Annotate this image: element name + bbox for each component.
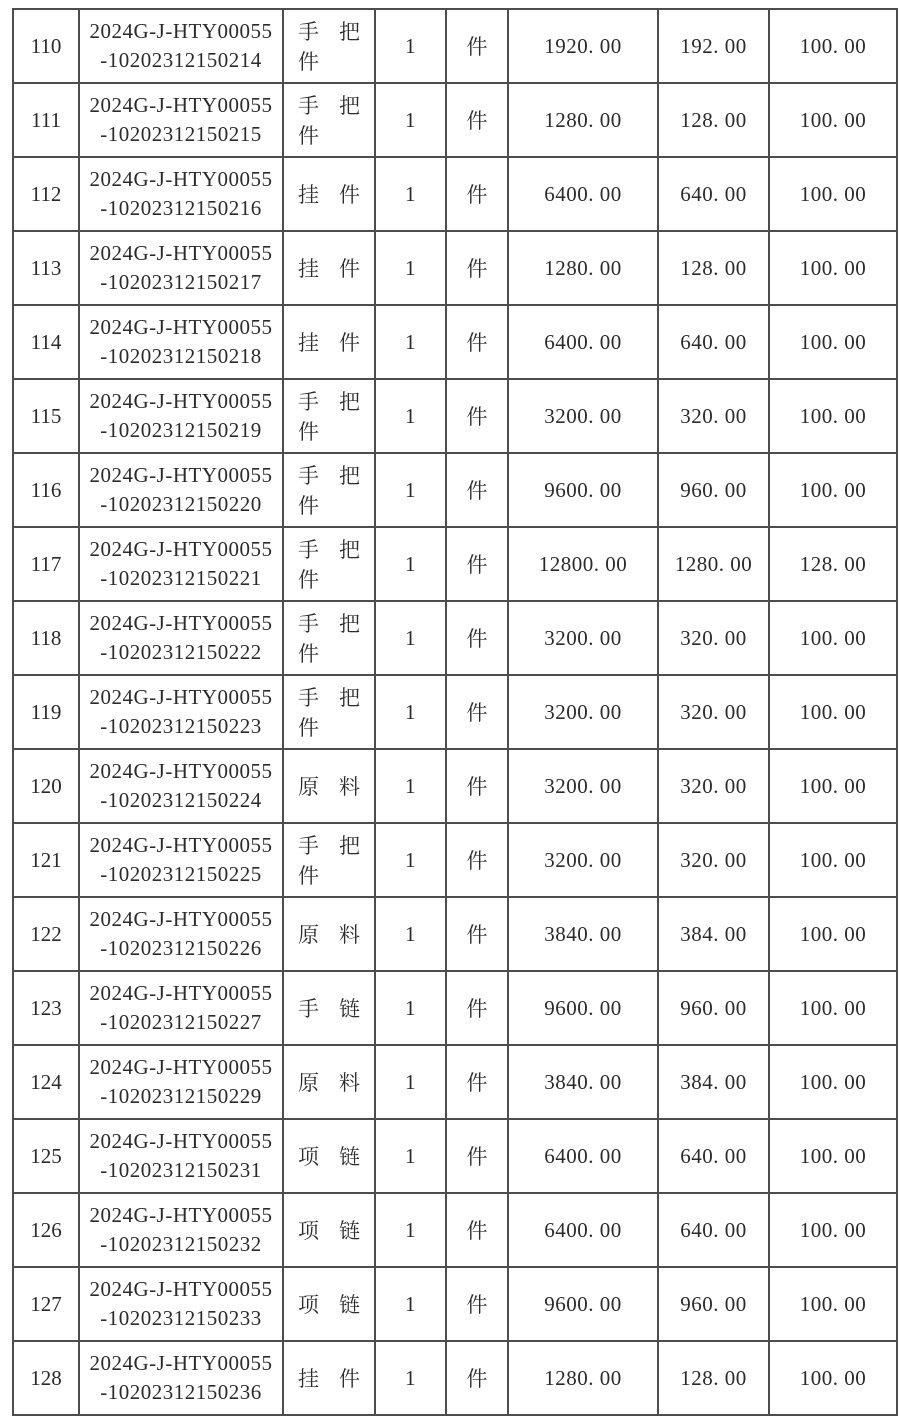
cell-index: 127	[13, 1267, 79, 1341]
lot-code-line1: 2024G-J-HTY00055	[89, 1129, 273, 1153]
cell-value1: 1920. 00	[508, 9, 658, 83]
table-row	[13, 231, 897, 305]
category-text: 手把件	[298, 390, 360, 444]
cell-index: 115	[13, 379, 79, 453]
cell-value2: 960. 00	[658, 453, 769, 527]
lot-code-line2: -10202312150223	[100, 714, 262, 738]
cell-lot-code	[79, 1193, 283, 1267]
category-text: 手链	[298, 997, 360, 1021]
cell-index: 114	[13, 305, 79, 379]
table-row	[13, 527, 897, 601]
lot-code-line2: -10202312150233	[100, 1306, 262, 1330]
table-row	[13, 1267, 897, 1341]
cell-value1: 1280. 00	[508, 1341, 658, 1415]
cell-index: 123	[13, 971, 79, 1045]
cell-quantity: 1	[375, 749, 446, 823]
cell-category	[283, 527, 375, 601]
lot-code-line1: 2024G-J-HTY00055	[89, 19, 273, 43]
cell-value2: 640. 00	[658, 305, 769, 379]
cell-value1: 3200. 00	[508, 749, 658, 823]
cell-index: 110	[13, 9, 79, 83]
cell-lot-code	[79, 749, 283, 823]
cell-quantity: 1	[375, 1045, 446, 1119]
cell-value1: 3840. 00	[508, 897, 658, 971]
cell-category	[283, 379, 375, 453]
category-text: 挂件	[298, 257, 360, 281]
category-text: 原料	[298, 1071, 360, 1095]
cell-unit: 件	[446, 305, 508, 379]
cell-value3: 100. 00	[769, 231, 897, 305]
cell-category	[283, 305, 375, 379]
cell-lot-code	[79, 9, 283, 83]
cell-quantity: 1	[375, 601, 446, 675]
table-row	[13, 9, 897, 83]
cell-unit: 件	[446, 1267, 508, 1341]
category-text: 手把件	[298, 464, 360, 518]
lot-code-line1: 2024G-J-HTY00055	[89, 537, 273, 561]
cell-index: 117	[13, 527, 79, 601]
cell-value2: 384. 00	[658, 1045, 769, 1119]
cell-quantity: 1	[375, 971, 446, 1045]
lot-code-line1: 2024G-J-HTY00055	[89, 93, 273, 117]
cell-index: 120	[13, 749, 79, 823]
lot-code-line1: 2024G-J-HTY00055	[89, 833, 273, 857]
cell-category	[283, 83, 375, 157]
cell-unit: 件	[446, 971, 508, 1045]
cell-value2: 192. 00	[658, 9, 769, 83]
cell-index: 122	[13, 897, 79, 971]
cell-value2: 128. 00	[658, 1341, 769, 1415]
lot-code-line2: -10202312150226	[100, 936, 262, 960]
lot-code-line1: 2024G-J-HTY00055	[89, 685, 273, 709]
cell-unit: 件	[446, 1045, 508, 1119]
cell-value2: 320. 00	[658, 379, 769, 453]
category-text: 挂件	[298, 183, 360, 207]
table-row	[13, 1045, 897, 1119]
cell-quantity: 1	[375, 157, 446, 231]
cell-unit: 件	[446, 157, 508, 231]
cell-value1: 3200. 00	[508, 601, 658, 675]
category-text: 挂件	[298, 331, 360, 355]
cell-value1: 6400. 00	[508, 1119, 658, 1193]
cell-index: 126	[13, 1193, 79, 1267]
lot-code-line2: -10202312150232	[100, 1232, 262, 1256]
cell-value3: 100. 00	[769, 305, 897, 379]
cell-lot-code	[79, 897, 283, 971]
category-text: 项链	[298, 1145, 360, 1169]
cell-category	[283, 1341, 375, 1415]
cell-value3: 100. 00	[769, 83, 897, 157]
cell-category	[283, 675, 375, 749]
cell-value2: 960. 00	[658, 1267, 769, 1341]
cell-value3: 100. 00	[769, 157, 897, 231]
table-row	[13, 749, 897, 823]
cell-value1: 9600. 00	[508, 971, 658, 1045]
lot-code-line1: 2024G-J-HTY00055	[89, 389, 273, 413]
cell-unit: 件	[446, 9, 508, 83]
cell-unit: 件	[446, 1193, 508, 1267]
cell-category	[283, 601, 375, 675]
category-text: 挂件	[298, 1367, 360, 1391]
cell-category	[283, 971, 375, 1045]
table-row	[13, 453, 897, 527]
category-text: 手把件	[298, 538, 360, 592]
cell-category	[283, 823, 375, 897]
cell-unit: 件	[446, 453, 508, 527]
cell-value2: 640. 00	[658, 1119, 769, 1193]
lot-code-line1: 2024G-J-HTY00055	[89, 1055, 273, 1079]
cell-value2: 1280. 00	[658, 527, 769, 601]
cell-value2: 640. 00	[658, 1193, 769, 1267]
lot-code-line2: -10202312150229	[100, 1084, 262, 1108]
cell-value2: 320. 00	[658, 675, 769, 749]
cell-value2: 128. 00	[658, 231, 769, 305]
cell-index: 125	[13, 1119, 79, 1193]
table-row	[13, 675, 897, 749]
cell-unit: 件	[446, 823, 508, 897]
lot-code-line2: -10202312150217	[100, 270, 262, 294]
lot-code-line1: 2024G-J-HTY00055	[89, 1277, 273, 1301]
cell-value3: 100. 00	[769, 601, 897, 675]
cell-value1: 12800. 00	[508, 527, 658, 601]
category-text: 手把件	[298, 612, 360, 666]
lot-code-line1: 2024G-J-HTY00055	[89, 759, 273, 783]
category-text: 原料	[298, 923, 360, 947]
cell-value2: 320. 00	[658, 749, 769, 823]
table-row	[13, 1193, 897, 1267]
table-row	[13, 83, 897, 157]
cell-unit: 件	[446, 675, 508, 749]
cell-quantity: 1	[375, 1193, 446, 1267]
cell-value1: 3200. 00	[508, 823, 658, 897]
cell-value2: 960. 00	[658, 971, 769, 1045]
cell-value1: 6400. 00	[508, 1193, 658, 1267]
cell-index: 111	[13, 83, 79, 157]
cell-value3: 100. 00	[769, 897, 897, 971]
lot-code-line1: 2024G-J-HTY00055	[89, 315, 273, 339]
lot-code-line2: -10202312150220	[100, 492, 262, 516]
cell-lot-code	[79, 1267, 283, 1341]
lot-code-line2: -10202312150227	[100, 1010, 262, 1034]
cell-value3: 100. 00	[769, 453, 897, 527]
cell-quantity: 1	[375, 9, 446, 83]
cell-unit: 件	[446, 83, 508, 157]
cell-unit: 件	[446, 231, 508, 305]
table-row	[13, 971, 897, 1045]
table-row	[13, 157, 897, 231]
lot-code-line1: 2024G-J-HTY00055	[89, 981, 273, 1005]
cell-value1: 3200. 00	[508, 675, 658, 749]
cell-unit: 件	[446, 1119, 508, 1193]
cell-category	[283, 1267, 375, 1341]
category-text: 手把件	[298, 686, 360, 740]
cell-quantity: 1	[375, 379, 446, 453]
cell-value1: 9600. 00	[508, 1267, 658, 1341]
cell-value2: 640. 00	[658, 157, 769, 231]
cell-quantity: 1	[375, 1267, 446, 1341]
cell-quantity: 1	[375, 83, 446, 157]
lot-code-line2: -10202312150222	[100, 640, 262, 664]
cell-unit: 件	[446, 527, 508, 601]
cell-quantity: 1	[375, 305, 446, 379]
cell-lot-code	[79, 527, 283, 601]
cell-lot-code	[79, 823, 283, 897]
table-row	[13, 897, 897, 971]
lot-code-line1: 2024G-J-HTY00055	[89, 241, 273, 265]
cell-value3: 100. 00	[769, 1267, 897, 1341]
category-text: 手把件	[298, 94, 360, 148]
lot-code-line1: 2024G-J-HTY00055	[89, 167, 273, 191]
cell-value2: 128. 00	[658, 83, 769, 157]
table-row	[13, 379, 897, 453]
cell-value3: 100. 00	[769, 823, 897, 897]
cell-lot-code	[79, 1119, 283, 1193]
cell-category	[283, 231, 375, 305]
category-text: 原料	[298, 775, 360, 799]
lot-code-line2: -10202312150224	[100, 788, 262, 812]
cell-value3: 100. 00	[769, 749, 897, 823]
category-text: 手把件	[298, 20, 360, 74]
cell-index: 113	[13, 231, 79, 305]
table-row	[13, 305, 897, 379]
cell-category	[283, 1119, 375, 1193]
cell-lot-code	[79, 675, 283, 749]
cell-value3: 100. 00	[769, 971, 897, 1045]
cell-lot-code	[79, 83, 283, 157]
table-row	[13, 601, 897, 675]
cell-index: 124	[13, 1045, 79, 1119]
lot-code-line2: -10202312150218	[100, 344, 262, 368]
cell-value3: 100. 00	[769, 1119, 897, 1193]
cell-lot-code	[79, 601, 283, 675]
category-text: 项链	[298, 1219, 360, 1243]
cell-lot-code	[79, 379, 283, 453]
cell-index: 118	[13, 601, 79, 675]
cell-lot-code	[79, 1341, 283, 1415]
cell-lot-code	[79, 305, 283, 379]
cell-category	[283, 749, 375, 823]
cell-value1: 3840. 00	[508, 1045, 658, 1119]
cell-value1: 6400. 00	[508, 157, 658, 231]
cell-category	[283, 1193, 375, 1267]
cell-unit: 件	[446, 379, 508, 453]
cell-value1: 3200. 00	[508, 379, 658, 453]
cell-unit: 件	[446, 749, 508, 823]
cell-value3: 100. 00	[769, 1193, 897, 1267]
cell-index: 128	[13, 1341, 79, 1415]
cell-value1: 1280. 00	[508, 231, 658, 305]
lot-code-line2: -10202312150215	[100, 122, 262, 146]
cell-quantity: 1	[375, 1119, 446, 1193]
cell-value3: 100. 00	[769, 1341, 897, 1415]
cell-value1: 1280. 00	[508, 83, 658, 157]
cell-unit: 件	[446, 897, 508, 971]
lot-code-line1: 2024G-J-HTY00055	[89, 611, 273, 635]
cell-index: 119	[13, 675, 79, 749]
lot-code-line2: -10202312150221	[100, 566, 262, 590]
lot-code-line1: 2024G-J-HTY00055	[89, 907, 273, 931]
cell-value3: 100. 00	[769, 9, 897, 83]
lot-code-line2: -10202312150214	[100, 48, 262, 72]
cell-value3: 100. 00	[769, 379, 897, 453]
cell-index: 112	[13, 157, 79, 231]
category-text: 项链	[298, 1293, 360, 1317]
cell-unit: 件	[446, 601, 508, 675]
cell-quantity: 1	[375, 231, 446, 305]
cell-category	[283, 453, 375, 527]
lot-code-line2: -10202312150225	[100, 862, 262, 886]
cell-quantity: 1	[375, 675, 446, 749]
table-row	[13, 823, 897, 897]
cell-category	[283, 897, 375, 971]
lot-code-line1: 2024G-J-HTY00055	[89, 1203, 273, 1227]
cell-index: 121	[13, 823, 79, 897]
cell-value2: 320. 00	[658, 823, 769, 897]
cell-value3: 128. 00	[769, 527, 897, 601]
cell-lot-code	[79, 231, 283, 305]
lot-code-line2: -10202312150231	[100, 1158, 262, 1182]
table-row	[13, 1341, 897, 1415]
category-text: 手把件	[298, 834, 360, 888]
lot-code-line2: -10202312150216	[100, 196, 262, 220]
cell-value1: 9600. 00	[508, 453, 658, 527]
table-row	[13, 1119, 897, 1193]
cell-unit: 件	[446, 1341, 508, 1415]
items-table	[12, 8, 898, 1416]
lot-code-line2: -10202312150236	[100, 1380, 262, 1404]
lot-code-line2: -10202312150219	[100, 418, 262, 442]
items-table-body	[13, 9, 897, 1415]
cell-lot-code	[79, 971, 283, 1045]
cell-lot-code	[79, 453, 283, 527]
cell-category	[283, 9, 375, 83]
cell-lot-code	[79, 157, 283, 231]
cell-quantity: 1	[375, 897, 446, 971]
cell-quantity: 1	[375, 453, 446, 527]
cell-quantity: 1	[375, 823, 446, 897]
cell-quantity: 1	[375, 527, 446, 601]
cell-value3: 100. 00	[769, 1045, 897, 1119]
cell-category	[283, 157, 375, 231]
cell-lot-code	[79, 1045, 283, 1119]
cell-index: 116	[13, 453, 79, 527]
cell-value1: 6400. 00	[508, 305, 658, 379]
cell-category	[283, 1045, 375, 1119]
cell-quantity: 1	[375, 1341, 446, 1415]
cell-value3: 100. 00	[769, 675, 897, 749]
cell-value2: 384. 00	[658, 897, 769, 971]
lot-code-line1: 2024G-J-HTY00055	[89, 1351, 273, 1375]
cell-value2: 320. 00	[658, 601, 769, 675]
lot-code-line1: 2024G-J-HTY00055	[89, 463, 273, 487]
